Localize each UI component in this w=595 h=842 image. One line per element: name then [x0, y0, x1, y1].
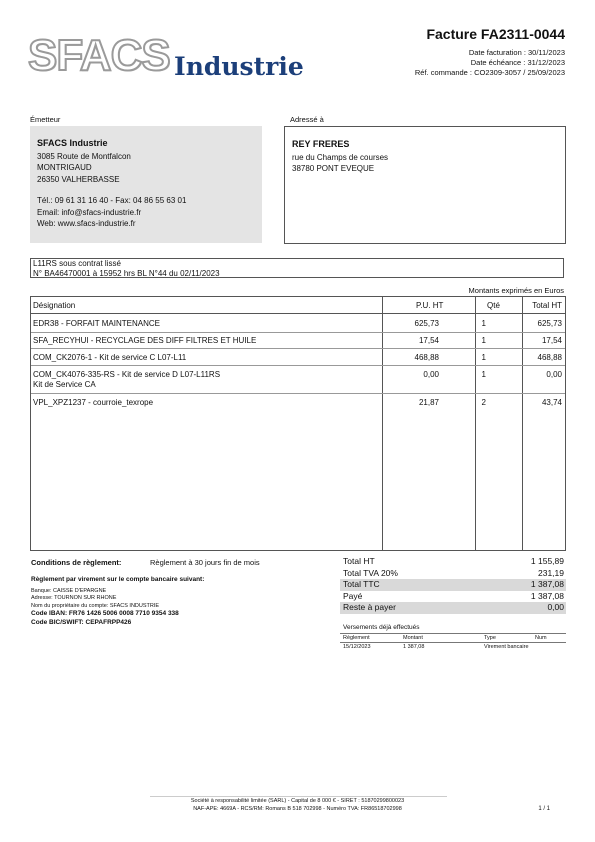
row-designation: SFA_RECYHUI - RECYCLAGE DES DIFF FILTRES ET HUILE [33, 336, 257, 345]
payment-date: 15/12/2023 [343, 644, 371, 650]
row-designation-detail: Kit de Service CA [33, 380, 96, 389]
row-designation: EDR38 - FORFAIT MAINTENANCE [33, 319, 160, 328]
header-unit-price: P.U. HT [416, 301, 444, 310]
bank-name: Banque: CAISSE D'EPARGNE [31, 588, 107, 594]
recipient-address-1: rue du Champs de courses [292, 152, 389, 162]
total-value: 1 387,08 [530, 579, 564, 590]
total-value: 231,19 [538, 567, 564, 578]
row-unit-price: 625,73 [414, 319, 439, 328]
payments-header-type: Type [484, 635, 496, 641]
header-total: Total HT [532, 301, 562, 310]
recipient-box [284, 126, 566, 244]
iban: Code IBAN: FR76 1426 5006 0008 7710 9354 338 [31, 610, 179, 617]
total-label: Total TVA 20% [343, 567, 398, 578]
emitter-label: Émetteur [30, 115, 61, 124]
company-logo [28, 31, 304, 82]
footer-divider [150, 796, 447, 797]
total-value: 1 155,89 [530, 556, 564, 566]
items-table [30, 296, 566, 551]
reference-box [30, 258, 564, 278]
column-divider [522, 297, 523, 550]
payments-header-date: Règlement [343, 635, 370, 641]
emitter-address-1: 3085 Route de Montfalcon [37, 151, 131, 161]
row-separator [31, 332, 565, 333]
row-quantity: 1 [481, 353, 486, 362]
total-value: 1 387,08 [530, 590, 564, 601]
totals-table [340, 556, 566, 614]
emitter-website: Web: www.sfacs-industrie.fr [37, 219, 136, 228]
total-value: 0,00 [547, 602, 564, 613]
payments-title: Versements déjà effectués [343, 624, 420, 631]
total-label: Payé [343, 590, 363, 601]
footer-legal-line-1: Société à responsabilité limitée (SARL) - Capital de 8 000 € - SIRET : 51870299800023 [190, 798, 405, 804]
order-reference: Réf. commande : CO2309-3057 / 25/09/2023 [414, 68, 565, 77]
row-separator [31, 365, 565, 366]
row-quantity: 1 [481, 336, 486, 345]
total-label: Total HT [343, 556, 375, 566]
row-quantity: 1 [481, 319, 486, 328]
emitter-email: Email: info@sfacs-industrie.fr [37, 207, 142, 217]
total-row [340, 556, 566, 568]
total-row [340, 568, 566, 580]
column-divider [475, 297, 476, 550]
row-designation: VPL_XPZ1237 - courroie_texrope [33, 398, 154, 407]
invoice-date: Date facturation : 30/11/2023 [468, 48, 565, 57]
row-total: 0,00 [546, 370, 562, 379]
header-designation: Désignation [33, 301, 76, 310]
account-owner: Nom du propriétaire du compte: SFACS INDUSTRIE [31, 603, 160, 609]
payment-amount: 1 387,08 [403, 644, 425, 650]
bank-transfer-title: Règlement par virement sur le compte bancaire suivant: [31, 576, 205, 583]
row-total: 468,88 [537, 353, 562, 362]
bic-swift: Code BIC/SWIFT: CEPAFRPP426 [31, 619, 132, 626]
emitter-box [30, 126, 262, 243]
header-divider [31, 313, 565, 314]
row-total: 17,54 [541, 336, 562, 345]
reference-line-1: L11RS sous contrat lissé [33, 259, 121, 268]
invoice-title: Facture FA2311-0044 [426, 26, 565, 42]
emitter-address-3: 26350 VALHERBASSE [37, 174, 120, 184]
invoice-due-date: Date échéance : 31/12/2023 [470, 58, 565, 67]
recipient-label: Adressé à [290, 115, 324, 124]
row-designation: COM_CK2076-1 - Kit de service C L07-L11 [33, 353, 187, 362]
column-divider [382, 297, 383, 550]
row-unit-price: 468,88 [414, 353, 439, 362]
payment-type: Virement bancaire [484, 644, 529, 650]
bank-address: Adresse: TOURNON SUR RHONE [31, 595, 117, 601]
total-label: Total TTC [343, 579, 380, 590]
total-row [340, 591, 566, 603]
page-number: 1 / 1 [538, 806, 550, 812]
row-separator [31, 393, 565, 394]
row-quantity: 1 [481, 370, 486, 379]
payment-conditions-value: Règlement à 30 jours fin de mois [150, 558, 260, 567]
emitter-phone: Tél.: 09 61 31 16 40 - Fax: 04 86 55 63 01 [37, 196, 187, 205]
logo-industrie-text: Industrie [174, 52, 304, 81]
header-quantity: Qté [487, 301, 500, 310]
footer-legal-line-2: NAF-APE: 4669A - RCS/RM: Romans B 518 702998 - Numéro TVA: FR86518702998 [193, 806, 402, 812]
total-row [340, 602, 566, 614]
emitter-name: SFACS Industrie [37, 138, 108, 148]
recipient-address-2: 38780 PONT EVEQUE [292, 164, 375, 173]
payments-header-amount: Montant [403, 635, 423, 641]
total-label: Reste à payer [343, 602, 396, 613]
logo-sfacs-text: SFACS [28, 31, 170, 80]
row-separator [31, 348, 565, 349]
payments-divider [340, 633, 566, 634]
row-total: 625,73 [537, 319, 562, 328]
row-total: 43,74 [541, 398, 562, 407]
payments-header-num: Num [535, 635, 547, 641]
row-unit-price: 17,54 [418, 336, 439, 345]
recipient-name: REY FRERES [292, 139, 350, 149]
emitter-address-2: MONTRIGAUD [37, 163, 92, 172]
row-quantity: 2 [481, 398, 486, 407]
currency-note: Montants exprimés en Euros [468, 286, 564, 295]
payment-conditions-label: Conditions de règlement: [31, 558, 122, 567]
row-unit-price: 21,87 [418, 398, 439, 407]
row-unit-price: 0,00 [423, 370, 439, 379]
reference-line-2: N° BA46470001 à 15952 hrs BL N°44 du 02/11/2023 [33, 269, 220, 278]
row-designation: COM_CK4076-335-RS - Kit de service D L07-L11RS [33, 370, 221, 379]
total-row [340, 579, 566, 591]
payments-divider [340, 642, 566, 643]
